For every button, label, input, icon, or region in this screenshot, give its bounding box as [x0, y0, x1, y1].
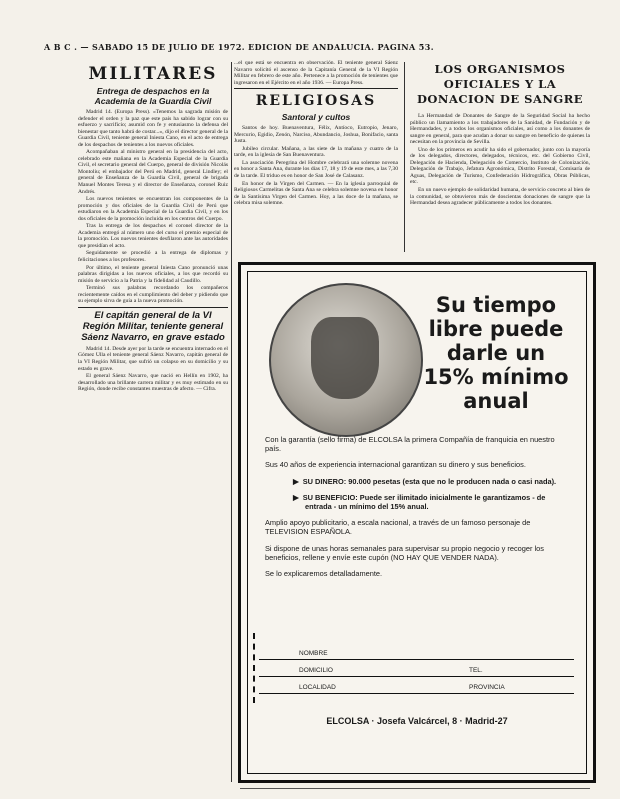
localidad-field[interactable]: LOCALIDAD PROVINCIA [259, 679, 574, 694]
ad-line: Amplio apoyo publicitario, a escala nacional, a través de un famoso personaje de TELEVISION ESPAÑOLA. [265, 518, 531, 537]
militares-paragraph: Tras la entrega de los despachos el coronel director de la Academia entregó al número uno del curso el premio especial de la promoción. Los nuevos tenientes desfilaron ante las autoridades que presidían el acto. [78, 223, 228, 249]
ad-line: Se lo explicaremos detalladamente. [265, 569, 383, 579]
religiosas-title: RELIGIOSAS [255, 93, 377, 110]
militares-paragraph: Madrid 14. (Europa Press). «Tenemos la sagrada misión de defender el orden y la paz que este país ha sabido lograr con su esfuerzo y sacrificio; asumid con fe y entusiasmo la defensa del bienestar que tanto habrá de costar...», dijo el director general de la Guardia Civil, teniente general Iniesta Cano, en el acto de entrega de los despachos de tenientes a los nuevos oficiales. [78, 109, 228, 148]
ad-bullet: ▶ SU BENEFICIO: Puede ser ilimitado inicialmente le garantizamos - de entrada - un mínimo del 15% anual. [293, 492, 546, 512]
militares-paragraph: Por último, el teniente general Iniesta Cano pronunció unas palabras dirigidas a los nuevos oficiales, a los que recordó su misión de servicio a la Patria y la fidelidad al Caudillo. [78, 264, 228, 284]
religiosas-subtitle: Santoral y cultos [281, 112, 351, 123]
elcolsa-advertisement [238, 262, 596, 783]
page-header: A B C . — SABADO 15 DE JULIO DE 1972. EDICION DE ANDALUCIA. PAGINA 53. [44, 42, 434, 52]
militares-paragraph: Seguidamente se procedió a la entrega de diplomas y felicitaciones a los profesores. [78, 250, 228, 264]
column-rule [231, 62, 232, 782]
organismos-paragraph: Uno de los primeros en acudir ha sido el gobernador, junto con la mayoría de los delegados, directores, delegados, técnicos, etc. del Gobierno Civil, Delegación de Hacienda, Delegación de Comercio, Instituto de Colonización, Delegación de Trabajo, Jefatura Agronómica, Distrito Forestal, Comisaría de Aguas, Delegación de Turismo, Confederación Hidrográfica, Obras Públicas, etc. [410, 146, 590, 186]
divider [234, 88, 398, 89]
organismos-paragraph: La Hermandad de Donantes de Sangre de la Seguridad Social ha hecho público un llamamiento a los trabajadores de la Sanidad, de Fundación y de Hermandades, y a todos los organismos oficiales, así como a los donantes de sangre en general, para que acudan a donar su sangre en beneficio de quienes la necesitan en la provincia de Sevilla. [410, 113, 590, 146]
column-rule [404, 62, 405, 252]
coupon-form [259, 645, 574, 696]
militares-column [78, 60, 228, 782]
col2-intro: ...el que está se encuentra en observación. El teniente general Sáenz Navarro solicitó el ascenso de la Capitanía General de la VI Región Militar en febrero de este año. Pertenece a la promoción de tenientes que ingresaron en el Ejército en el año 1936. — Europa Press. [234, 60, 398, 86]
capitan-paragraph: Madrid 14. Desde ayer por la tarde se encuentra internado en el Gómez Ulla el teniente general Sáenz Navarro, capitán general de la VI Región Militar, que sufrió un colapso en su domicilio y su estado es grave. [78, 345, 228, 372]
ad-bullet: ▶ SU DINERO: 90.000 pesetas (esta que no le producen nada o casi nada). [293, 476, 557, 486]
ad-line: Con la garantía (sello firma) de ELCOLSA la primera Compañía de franquicia en nuestro país. [265, 435, 555, 454]
arrow-icon: ▶ [293, 492, 299, 502]
divider [78, 307, 228, 308]
bottom-rule [240, 788, 590, 789]
ad-slogan: Su tiempo libre puede darle un 15% mínimo anual [423, 293, 569, 413]
organismos-paragraph: En un nuevo ejemplo de solidaridad humana, de servicio concreto al bien de la comunidad, se obtuvieron más de doscientas donaciones de sangre que la Hermandad desea agradecer públicamente a todos los donantes. [410, 187, 590, 207]
nombre-field[interactable]: NOMBRE [259, 645, 574, 660]
militares-paragraph: Acompañaban al ministro general en la presidencia del acto, celebrado este mañana en la Academia Especial de la Guardia Civil, el secretario general del Cuerpo, general de división Nicolás Montoliu; el embajador del Perú en Madrid, general Lindley; el general de Enseñanza de la Guardia Civil, general de brigada Manuel Montes Teresa y el director de Enseñanza, coronel Ruiz Andrés. [78, 149, 228, 195]
religiosas-paragraph: Jubileo circular. Mañana, a las siete de la mañana y cuatro de la tarde, en la iglesia de San Buenaventura. [234, 145, 398, 159]
organismos-title: LOS ORGANISMOS OFICIALES Y LA DONACION DE SANGRE [416, 62, 584, 106]
militares-subtitle: Entrega de despachos en la Academia de la Guardia Civil [94, 86, 212, 106]
ad-line: Si dispone de unas horas semanales para supervisar su propio negocio y recoger los beneficios, rellene y envíe este cupón (NO HAY QUE VENDER NADA). [265, 543, 544, 562]
coin-image [269, 283, 423, 437]
ad-line: Sus 40 años de experiencia internacional garantizan su dinero y sus beneficios. [265, 460, 526, 470]
arrow-icon: ▶ [293, 476, 299, 486]
ad-footer: ELCOLSA · Josefa Valcárcel, 8 · Madrid-27 [326, 716, 508, 726]
militares-title: MILITARES [88, 64, 218, 84]
religiosas-paragraph: En honor de la Virgen del Carmen. — En la iglesia parroquial de Religiosos Carmelitas de Santa Ana se celebra solemne novena en honor de la Santísima Virgen del Carmen. Hoy, a las doce de la mañana, se celebra misa solemne. [234, 180, 398, 207]
ad-body [265, 435, 565, 585]
religiosas-paragraph: La asociación Peregrina del Hombre celebrará una solemne novena en honor a Santa Ana, durante los días 17, 18 y 19 de este mes, a las 7,30 de la tarde. El triduo es en honor de San José de Calasanz. [234, 159, 398, 180]
militares-paragraph: Terminó sus palabras recordando los compañeros recientemente caídos en el cumplimiento del deber y pidiendo que su ejemplo sirva de guía a la nueva promoción. [78, 285, 228, 305]
capitan-title: El capitán general de la VI Región Militar, teniente general Sáenz Navarro, en grave estado [81, 309, 225, 343]
domicilio-field[interactable]: DOMICILIO TEL. [259, 662, 574, 677]
capitan-paragraph: El general Sáenz Navarro, que nació en Hellín en 1902, ha desarrollado una brillante carrera militar y es muy estimado en su Región, donde recibe constantes muestras de afecto. — Cifra. [78, 373, 228, 393]
militares-paragraph: Los nuevos tenientes se encuentran los componentes de la promoción y dos oficiales de la Guardia Civil de Perú que estudiaron en la Academia Especial de la Guardia Civil, y en los dos oficiales de la promoción incluida en los centros del Cuerpo. [78, 196, 228, 222]
religiosas-paragraph: Santos de hoy. Buenaventura, Félix, Antíoco, Eutropio, Jenaro, Mercurio, Egidio, Zenón, Narciso, Abundancio, Joshua, Bonifacio, santa Justa. [234, 125, 398, 145]
